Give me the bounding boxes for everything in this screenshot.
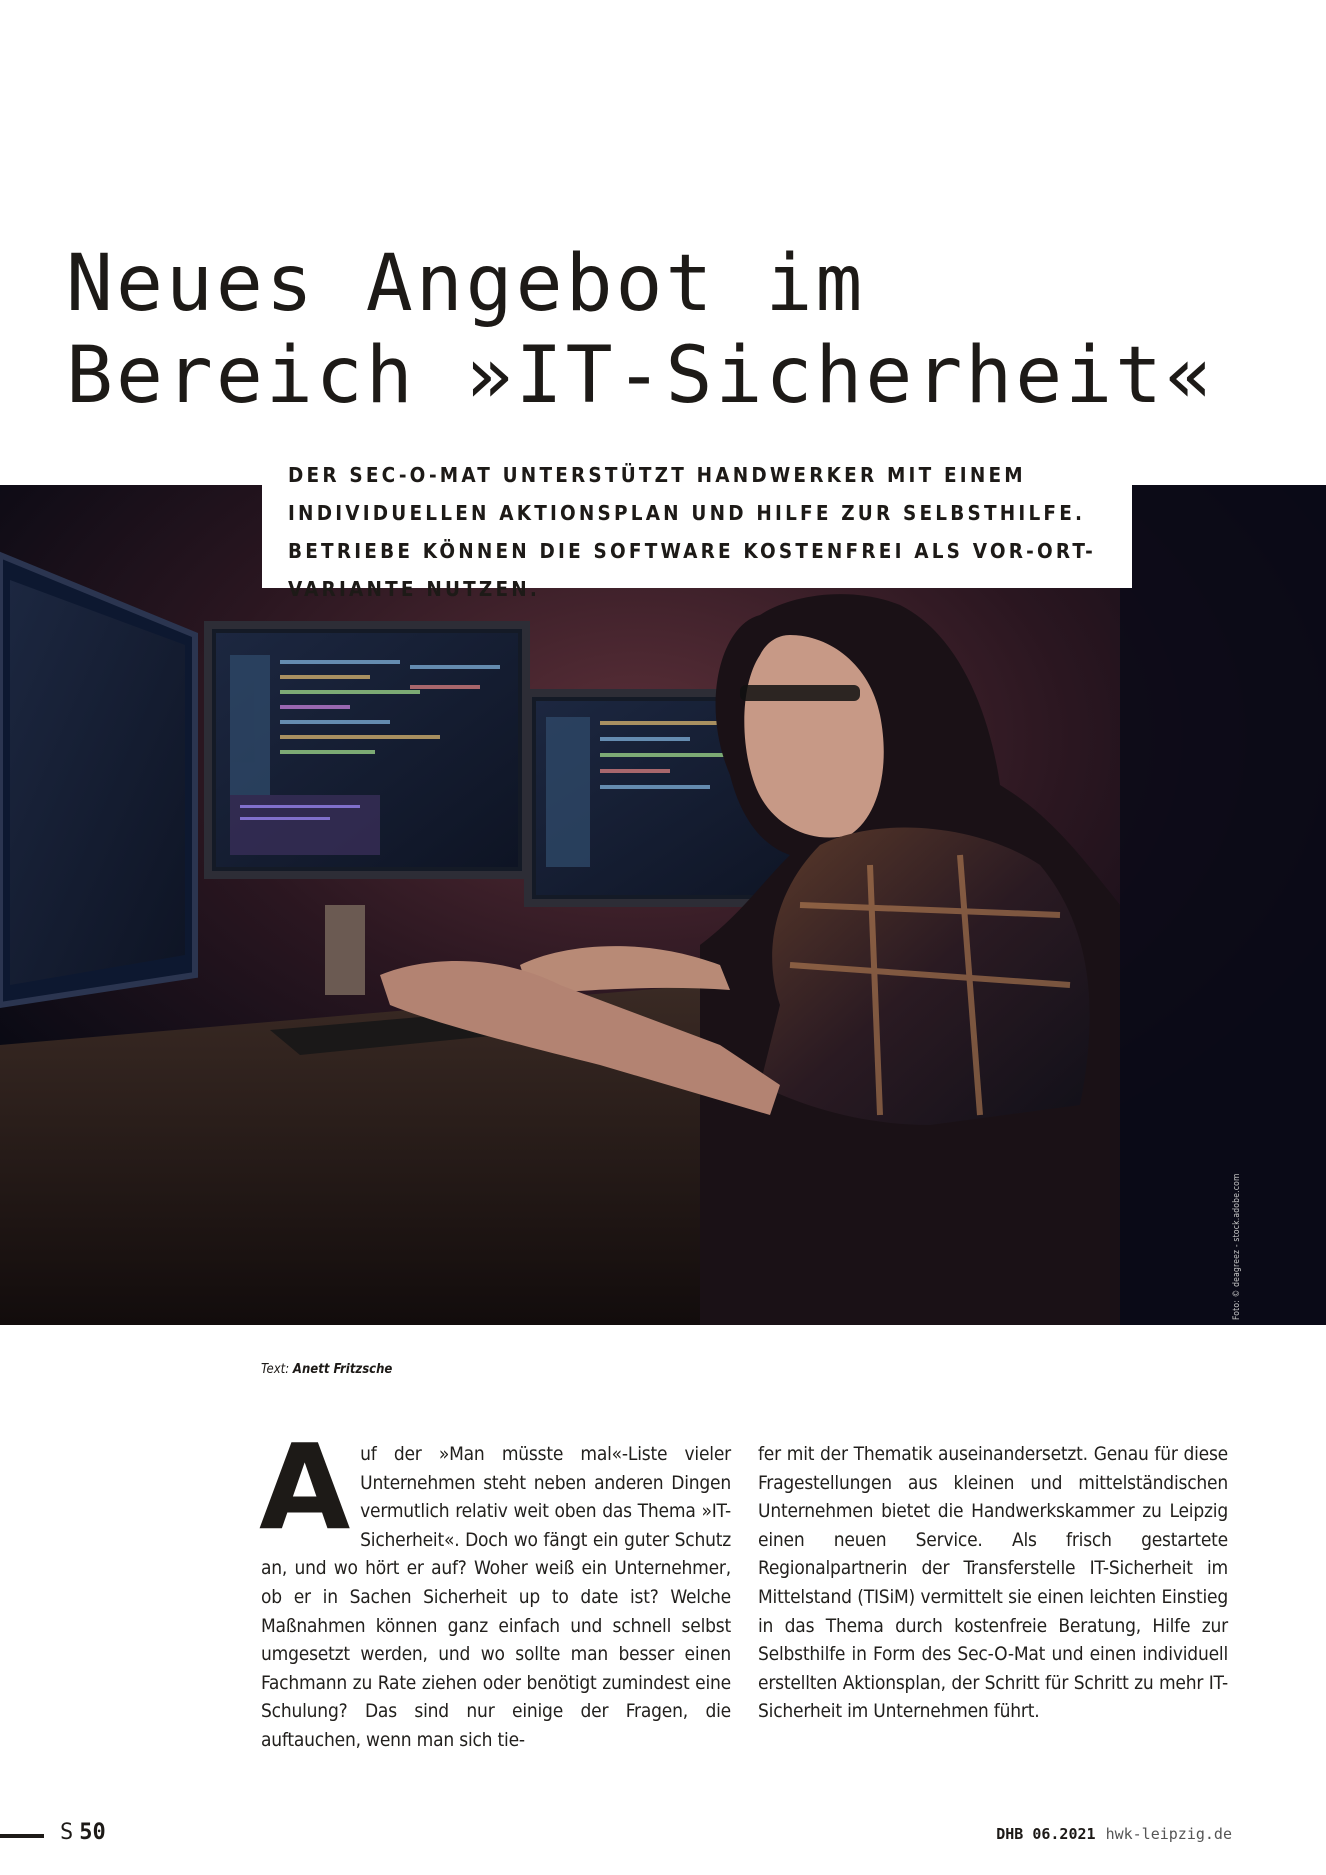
issue-label: DHB 06.2021 (996, 1825, 1096, 1843)
footer-meta (996, 1825, 1232, 1843)
drop-cap: A (259, 1418, 351, 1556)
headline-line-2: Bereich »IT-Sicherheit« (66, 331, 1216, 421)
page-prefix: S (60, 1820, 74, 1845)
body-column-left (259, 1418, 731, 1755)
body-column-right (758, 1440, 1228, 1726)
footer-rule (0, 1834, 44, 1838)
byline (261, 1362, 392, 1377)
headline-line-1: Neues Angebot im (66, 239, 866, 329)
teaser-box (262, 444, 1132, 601)
page-folio (60, 1820, 106, 1845)
photo-credit: Foto: © deagreez - stock.adobe.com (1232, 1173, 1242, 1320)
body-text-right: fer mit der Thematik auseinandersetzt. Genau für diese Fragestellungen aus kleinen und mittelständischen Unternehmen bietet die Handwerkskammer zu Leipzig einen neuen Service. Als frisch gestartete Regionalpartnerin der Transferstelle IT-Sicherheit im Mittelstand (TISiM) vermittelt sie einen leichten Einstieg in das Thema durch kostenfreie Beratung, Hilfe zur Selbsthilfe in Form des Sec-O-Mat und einen individuell erstellten Aktionsplan, der Schritt für Schritt zu mehr IT-Sicherheit im Unternehmen führt. (758, 1443, 1228, 1723)
body-text-left: uf der »Man müsste mal«-Liste vieler Unternehmen steht neben anderen Dingen vermutlich relativ weit oben das Thema »IT-Sicherheit«. Doch wo fängt ein guter Schutz an, und wo hört er auf? Woher weiß ein Unternehmer, ob er in Sachen Sicherheit up to date ist? Welche Maßnahmen können ganz einfach und schnell selbst umgesetzt werden, und wo sollte man besser einen Fachmann zu Rate ziehen oder benötigt zumindest eine Schulung? Das sind nur einige der Fragen, die auftauchen, wenn man sich tie- (261, 1443, 731, 1751)
byline-prefix: Text: (261, 1362, 290, 1377)
teaser-text: DER SEC-O-MAT UNTERSTÜTZT HANDWERKER MIT EINEM INDIVIDUELLEN AKTIONSPLAN UND HILFE ZUR SELBSTHILFE. BETRIEBE KÖNNEN DIE SOFTWARE KOSTENFREI ALS VOR-ORT-VARIANTE NUTZEN. (288, 463, 1096, 601)
website-link[interactable]: hwk-leipzig.de (1105, 1825, 1232, 1843)
hero-photo-illustration (0, 485, 1326, 1325)
hero-photo (0, 485, 1326, 1325)
byline-author: Anett Fritzsche (292, 1362, 393, 1377)
page-number: 50 (79, 1820, 106, 1845)
article-headline (66, 238, 1266, 422)
